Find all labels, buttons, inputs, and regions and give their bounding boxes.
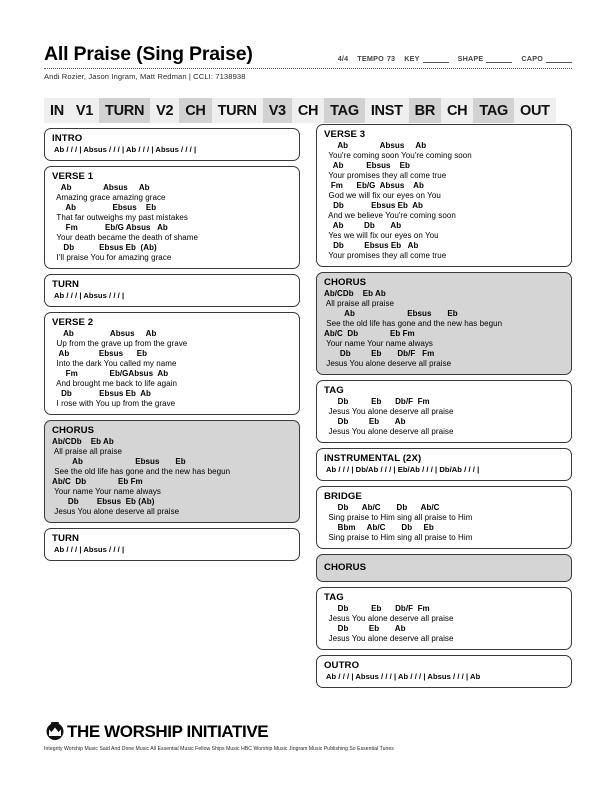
capo-label: CAPO <box>521 54 543 64</box>
chord-line: Fm Eb/G Absus Ab <box>324 181 424 191</box>
chord-line: Ab Ebsus Eb <box>52 348 148 358</box>
key-blank[interactable] <box>423 55 449 63</box>
section-instrumental-2x <box>316 448 572 481</box>
chord-line: Fm Eb/GAbsus Ab <box>52 368 169 378</box>
chord-progression: Ab / / / | Absus / / / | <box>54 290 125 300</box>
chord-progression: Ab / / / | Absus / / / | <box>54 544 125 554</box>
lyric-line: Your name Your name always <box>324 338 433 348</box>
byline: Andi Rozier, Jason Ingram, Matt Redman | CCLI: 7138938 <box>44 72 246 82</box>
structure-cell-v1-1[interactable]: V1 <box>70 98 99 123</box>
chord-line: Fm Eb/G Absus Ab <box>52 222 168 232</box>
chord-line: Ab Ebsus Eb <box>324 309 458 319</box>
structure-cell-ch-7[interactable]: CH <box>292 98 324 123</box>
chord-line: Db Ebsus Eb Ab <box>52 388 151 398</box>
chord-progression: Ab / / / | Absus / / / | Ab / / / | Absus / / / | <box>54 145 197 155</box>
structure-cell-ch-11[interactable]: CH <box>441 98 473 123</box>
structure-cell-turn-5[interactable]: TURN <box>212 98 263 123</box>
section-chorus <box>44 420 300 523</box>
lyric-line: Your name Your name always <box>52 486 161 496</box>
right-column <box>316 124 572 693</box>
section-verse-2 <box>44 312 300 415</box>
section-label: INTRO <box>52 133 83 144</box>
capo-blank[interactable] <box>546 55 572 63</box>
section-label: TAG <box>324 385 344 397</box>
lyric-line: See the old life has gone and the new has begun <box>324 318 503 328</box>
shape-label: SHAPE <box>457 54 484 64</box>
section-chorus <box>316 272 572 375</box>
lyric-line: Yes we will fix our eyes on You <box>324 230 439 240</box>
lyric-line: Amazing grace amazing grace <box>52 192 166 202</box>
lyric-line: Into the dark You called my name <box>52 358 177 368</box>
chord-line: Ab/C Db Eb Fm <box>324 329 415 339</box>
section-tag <box>316 380 572 443</box>
lyric-line: I rose with You up from the grave <box>52 398 176 408</box>
chord-progression: Ab / / / | Absus / / / | Ab / / / | Absus / / / | Ab <box>326 672 481 682</box>
section-label: BRIDGE <box>324 490 362 502</box>
tempo-label: TEMPO <box>357 54 384 64</box>
key-label: KEY <box>404 54 420 64</box>
tempo-field <box>357 54 395 63</box>
section-label: VERSE 2 <box>52 316 94 328</box>
lyric-line: Jesus You alone deserve all praise <box>324 426 454 436</box>
chord-line: Ab Ebsus Eb <box>52 456 186 466</box>
chord-line: Bbm Ab/C Db Eb <box>324 523 434 533</box>
structure-cell-out-13[interactable]: OUT <box>514 98 556 123</box>
chord-line: Ab Db Ab <box>324 221 402 231</box>
section-label: TURN <box>52 532 80 544</box>
chord-line: Ab/CDb Eb Ab <box>324 289 386 299</box>
section-bridge <box>316 486 572 549</box>
lyric-line: And brought me back to life again <box>52 378 177 388</box>
chart-footer <box>44 720 572 752</box>
lyric-line: Jesus You alone deserve all praise <box>52 506 180 516</box>
chord-line: Ab/C Db Eb Fm <box>52 476 143 486</box>
lyric-line: Sing praise to Him sing all praise to Him <box>324 532 473 542</box>
lyric-line: Jesus You alone deserve all praise <box>324 406 454 416</box>
lyric-line: Your death became the death of shame <box>52 232 199 242</box>
structure-cell-tag-8[interactable]: TAG <box>324 98 365 123</box>
section-label: CHORUS <box>324 562 367 574</box>
chart-header <box>44 44 572 81</box>
lyric-line: Up from the grave up from the grave <box>52 338 188 348</box>
chord-line: Ab Absus Ab <box>324 141 427 151</box>
section-label: TURN <box>52 278 80 290</box>
chord-line: Ab Absus Ab <box>52 328 157 338</box>
section-label: CHORUS <box>52 424 95 436</box>
section-outro <box>316 655 572 688</box>
lyric-line: Sing praise to Him sing all praise to Him <box>324 512 473 522</box>
structure-cell-in-0[interactable]: IN <box>44 98 70 123</box>
lyric-line: Your promises they all come true <box>324 250 447 260</box>
header-top-row <box>44 44 572 65</box>
lyric-line: You're coming soon You're coming soon <box>324 150 472 160</box>
copyright-line: Integrity Worship Music Said And Done Music All Essential Music Fellow Ships Music HBC Worship Music Jingram Music Publishing So Essential Tunes <box>44 746 394 752</box>
section-chorus <box>316 554 572 582</box>
shape-blank[interactable] <box>486 55 512 63</box>
section-tag <box>316 587 572 650</box>
lyric-line: And we believe You're coming soon <box>324 210 456 220</box>
chart-meta <box>338 54 572 65</box>
lyric-line: God we will fix our eyes on You <box>324 190 441 200</box>
section-label: OUTRO <box>324 660 360 672</box>
chord-line: Db Ebsus Eb Ab <box>324 241 419 251</box>
chord-line: Db Ab/C Db Ab/C <box>324 503 440 513</box>
lyric-line: Jesus You alone deserve all praise <box>324 358 452 368</box>
section-label: VERSE 3 <box>324 129 366 140</box>
section-intro <box>44 128 300 161</box>
structure-cell-tag-12[interactable]: TAG <box>473 98 514 123</box>
brand-lockup <box>44 720 572 742</box>
section-verse-1 <box>44 166 300 269</box>
shape-field[interactable] <box>458 54 513 63</box>
lyric-line: Jesus You alone deserve all praise <box>324 633 454 643</box>
lyric-line: All praise all praise <box>324 298 395 308</box>
lyric-line: I'll praise You for amazing grace <box>52 252 172 262</box>
chord-line: Ab Ebsus Eb <box>324 161 410 171</box>
worship-initiative-logo-icon <box>44 720 66 742</box>
section-label: CHORUS <box>324 277 367 289</box>
chord-line: Ab Absus Ab <box>52 182 150 192</box>
chord-line: Db Eb Db/F Fm <box>324 604 430 614</box>
time-signature: 4/4 <box>337 54 349 64</box>
chord-line: Db Ebsus Eb (Ab) <box>52 496 155 506</box>
key-field[interactable] <box>404 54 448 63</box>
section-verse-3 <box>316 124 572 267</box>
song-structure-bar <box>44 98 572 123</box>
chord-line: Db Ebsus Eb (Ab) <box>52 242 157 252</box>
chord-line: Ab Ebsus Eb <box>52 202 157 212</box>
structure-cell-inst-9[interactable]: INST <box>365 98 409 123</box>
section-turn <box>44 274 300 307</box>
tempo-value: 73 <box>386 54 396 64</box>
section-label: INSTRUMENTAL (2X) <box>324 453 422 465</box>
structure-cell-br-10[interactable]: BR <box>409 98 441 123</box>
page-title: All Praise (Sing Praise) <box>44 43 253 65</box>
chord-line: Db Eb Ab <box>324 417 406 427</box>
structure-cell-v3-6[interactable]: V3 <box>263 98 292 123</box>
chord-line: Db Eb Db/F Fm <box>324 397 430 407</box>
lyric-line: See the old life has gone and the new has begun <box>52 466 231 476</box>
chord-line: Db Eb Ab <box>324 624 406 634</box>
section-label: TAG <box>324 592 344 604</box>
brand-name: THE WORSHIP INITIATIVE <box>67 721 269 741</box>
lyric-line: Jesus You alone deserve all praise <box>324 613 454 623</box>
structure-cell-v2-3[interactable]: V2 <box>150 98 179 123</box>
lyric-line: Your promises they all come true <box>324 170 447 180</box>
chord-line: Db Eb Db/F Fm <box>324 349 435 359</box>
chord-line: Ab/CDb Eb Ab <box>52 436 114 446</box>
chord-progression: Ab / / / | Db/Ab / / / | Eb/Ab / / / | Db/Ab / / / | <box>326 465 480 475</box>
chord-line: Db Ebsus Eb Ab <box>324 201 423 211</box>
section-label: VERSE 1 <box>52 170 94 182</box>
capo-field[interactable] <box>521 54 572 63</box>
lyric-line: All praise all praise <box>52 446 123 456</box>
structure-cell-ch-4[interactable]: CH <box>179 98 211 123</box>
section-turn <box>44 528 300 561</box>
lyric-line: That far outweighs my past mistakes <box>52 212 188 222</box>
left-column <box>44 128 300 566</box>
structure-cell-turn-2[interactable]: TURN <box>99 98 150 123</box>
header-divider <box>44 68 572 69</box>
